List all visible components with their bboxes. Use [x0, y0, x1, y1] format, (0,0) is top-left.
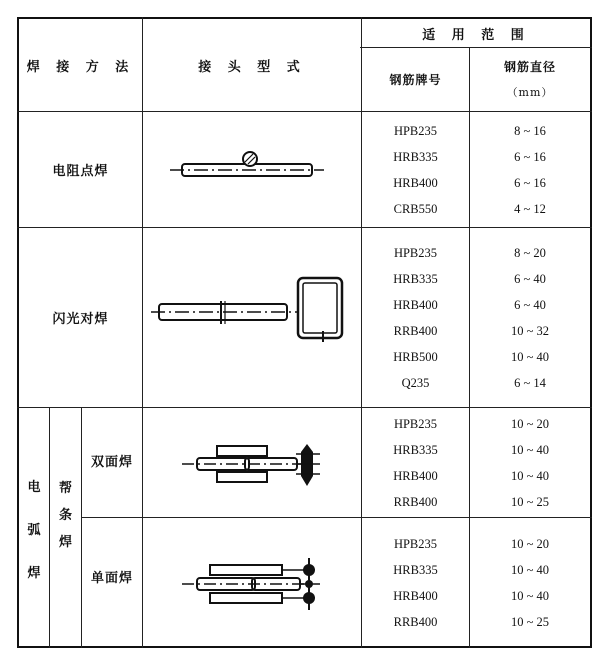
method-cell — [19, 112, 142, 227]
header-method-label: 焊 接 方 法 — [26, 59, 135, 75]
diameter-range: 10 ~ 25 — [510, 494, 549, 509]
flash-butt-weld-diagram — [143, 228, 361, 407]
single-side-splice-weld-icon — [172, 548, 332, 618]
steel-grade: RRB400 — [393, 615, 438, 629]
method-label: 闪光对焊 — [52, 312, 109, 327]
steel-grade: HPB235 — [393, 537, 438, 551]
diameter-range: 10 ~ 32 — [510, 323, 549, 338]
steel-grade: HPB235 — [393, 416, 438, 431]
steel-grade: HRB500 — [393, 349, 438, 364]
group-char: 焊 — [27, 565, 41, 581]
diameter-list — [470, 408, 590, 517]
steel-grade-list — [362, 408, 469, 517]
steel-grade: CRB550 — [393, 201, 438, 216]
header-diameter — [470, 48, 590, 111]
steel-grade: HRB335 — [393, 149, 438, 164]
double-side-splice-weld-diagram — [143, 408, 361, 517]
diameter-range: 6 ~ 16 — [514, 175, 546, 190]
steel-grade-list — [362, 518, 469, 648]
steel-grade: HPB235 — [393, 245, 438, 260]
resistance-spot-weld-icon — [152, 140, 352, 200]
header-scope — [362, 19, 590, 47]
steel-grade: HRB335 — [393, 271, 438, 286]
method-cell — [82, 518, 142, 648]
group-char: 焊 — [58, 534, 72, 550]
diameter-list — [470, 228, 590, 407]
header-diameter-unit: （mm） — [506, 85, 554, 99]
steel-grade: HRB400 — [393, 468, 438, 483]
steel-grade: HRB335 — [393, 563, 438, 577]
diameter-range: 4 ~ 12 — [514, 201, 546, 216]
diameter-range: 10 ~ 25 — [510, 615, 549, 629]
group-char: 帮 — [58, 480, 72, 496]
header-method — [19, 19, 142, 111]
steel-grade: HRB335 — [393, 442, 438, 457]
diameter-range: 8 ~ 20 — [514, 245, 546, 260]
diameter-range: 6 ~ 40 — [514, 271, 546, 286]
resistance-spot-weld-diagram — [143, 112, 361, 227]
method-label: 单面焊 — [90, 570, 133, 586]
diameter-range: 10 ~ 40 — [510, 468, 549, 483]
steel-grade: HRB400 — [393, 297, 438, 312]
steel-grade-list — [362, 228, 469, 407]
diameter-range: 10 ~ 40 — [510, 349, 549, 364]
group-char: 电 — [27, 479, 41, 495]
diameter-range: 6 ~ 14 — [514, 375, 546, 390]
method-label: 双面焊 — [90, 455, 133, 470]
diameter-range: 10 ~ 40 — [510, 589, 549, 603]
single-side-splice-weld-diagram — [143, 518, 361, 648]
diameter-range: 10 ~ 40 — [510, 442, 549, 457]
steel-grade: Q235 — [401, 375, 430, 390]
steel-grade: HRB400 — [393, 175, 438, 190]
steel-grade: RRB400 — [393, 494, 438, 509]
method-cell — [82, 408, 142, 517]
diameter-range: 10 ~ 20 — [510, 416, 549, 431]
header-steel-grade-label: 钢筋牌号 — [389, 72, 442, 87]
diameter-range: 10 ~ 20 — [510, 537, 549, 551]
header-joint-form — [143, 19, 361, 111]
steel-grade: RRB400 — [393, 323, 438, 338]
diameter-range: 8 ~ 16 — [514, 123, 546, 138]
method-label: 电阻点焊 — [52, 164, 109, 179]
header-joint-form-label: 接 头 型 式 — [198, 59, 306, 75]
header-scope-label: 适 用 范 围 — [422, 27, 530, 43]
header-diameter-label: 钢筋直径 — [503, 59, 556, 74]
splice-weld-group-label — [50, 408, 81, 648]
flash-butt-weld-icon — [147, 268, 357, 368]
group-char: 条 — [58, 507, 72, 523]
diameter-list — [470, 112, 590, 227]
steel-grade: HRB400 — [393, 589, 438, 603]
steel-grade: HPB235 — [393, 123, 438, 138]
diameter-range: 6 ~ 40 — [514, 297, 546, 312]
header-steel-grade — [362, 48, 469, 111]
group-char: 弧 — [27, 522, 41, 538]
diameter-range: 10 ~ 40 — [510, 563, 549, 577]
diameter-range: 6 ~ 16 — [514, 149, 546, 164]
steel-grade-list — [362, 112, 469, 227]
diameter-list — [470, 518, 590, 648]
double-side-splice-weld-icon — [172, 428, 332, 498]
method-cell — [19, 228, 142, 407]
arc-weld-group-label — [19, 408, 49, 648]
